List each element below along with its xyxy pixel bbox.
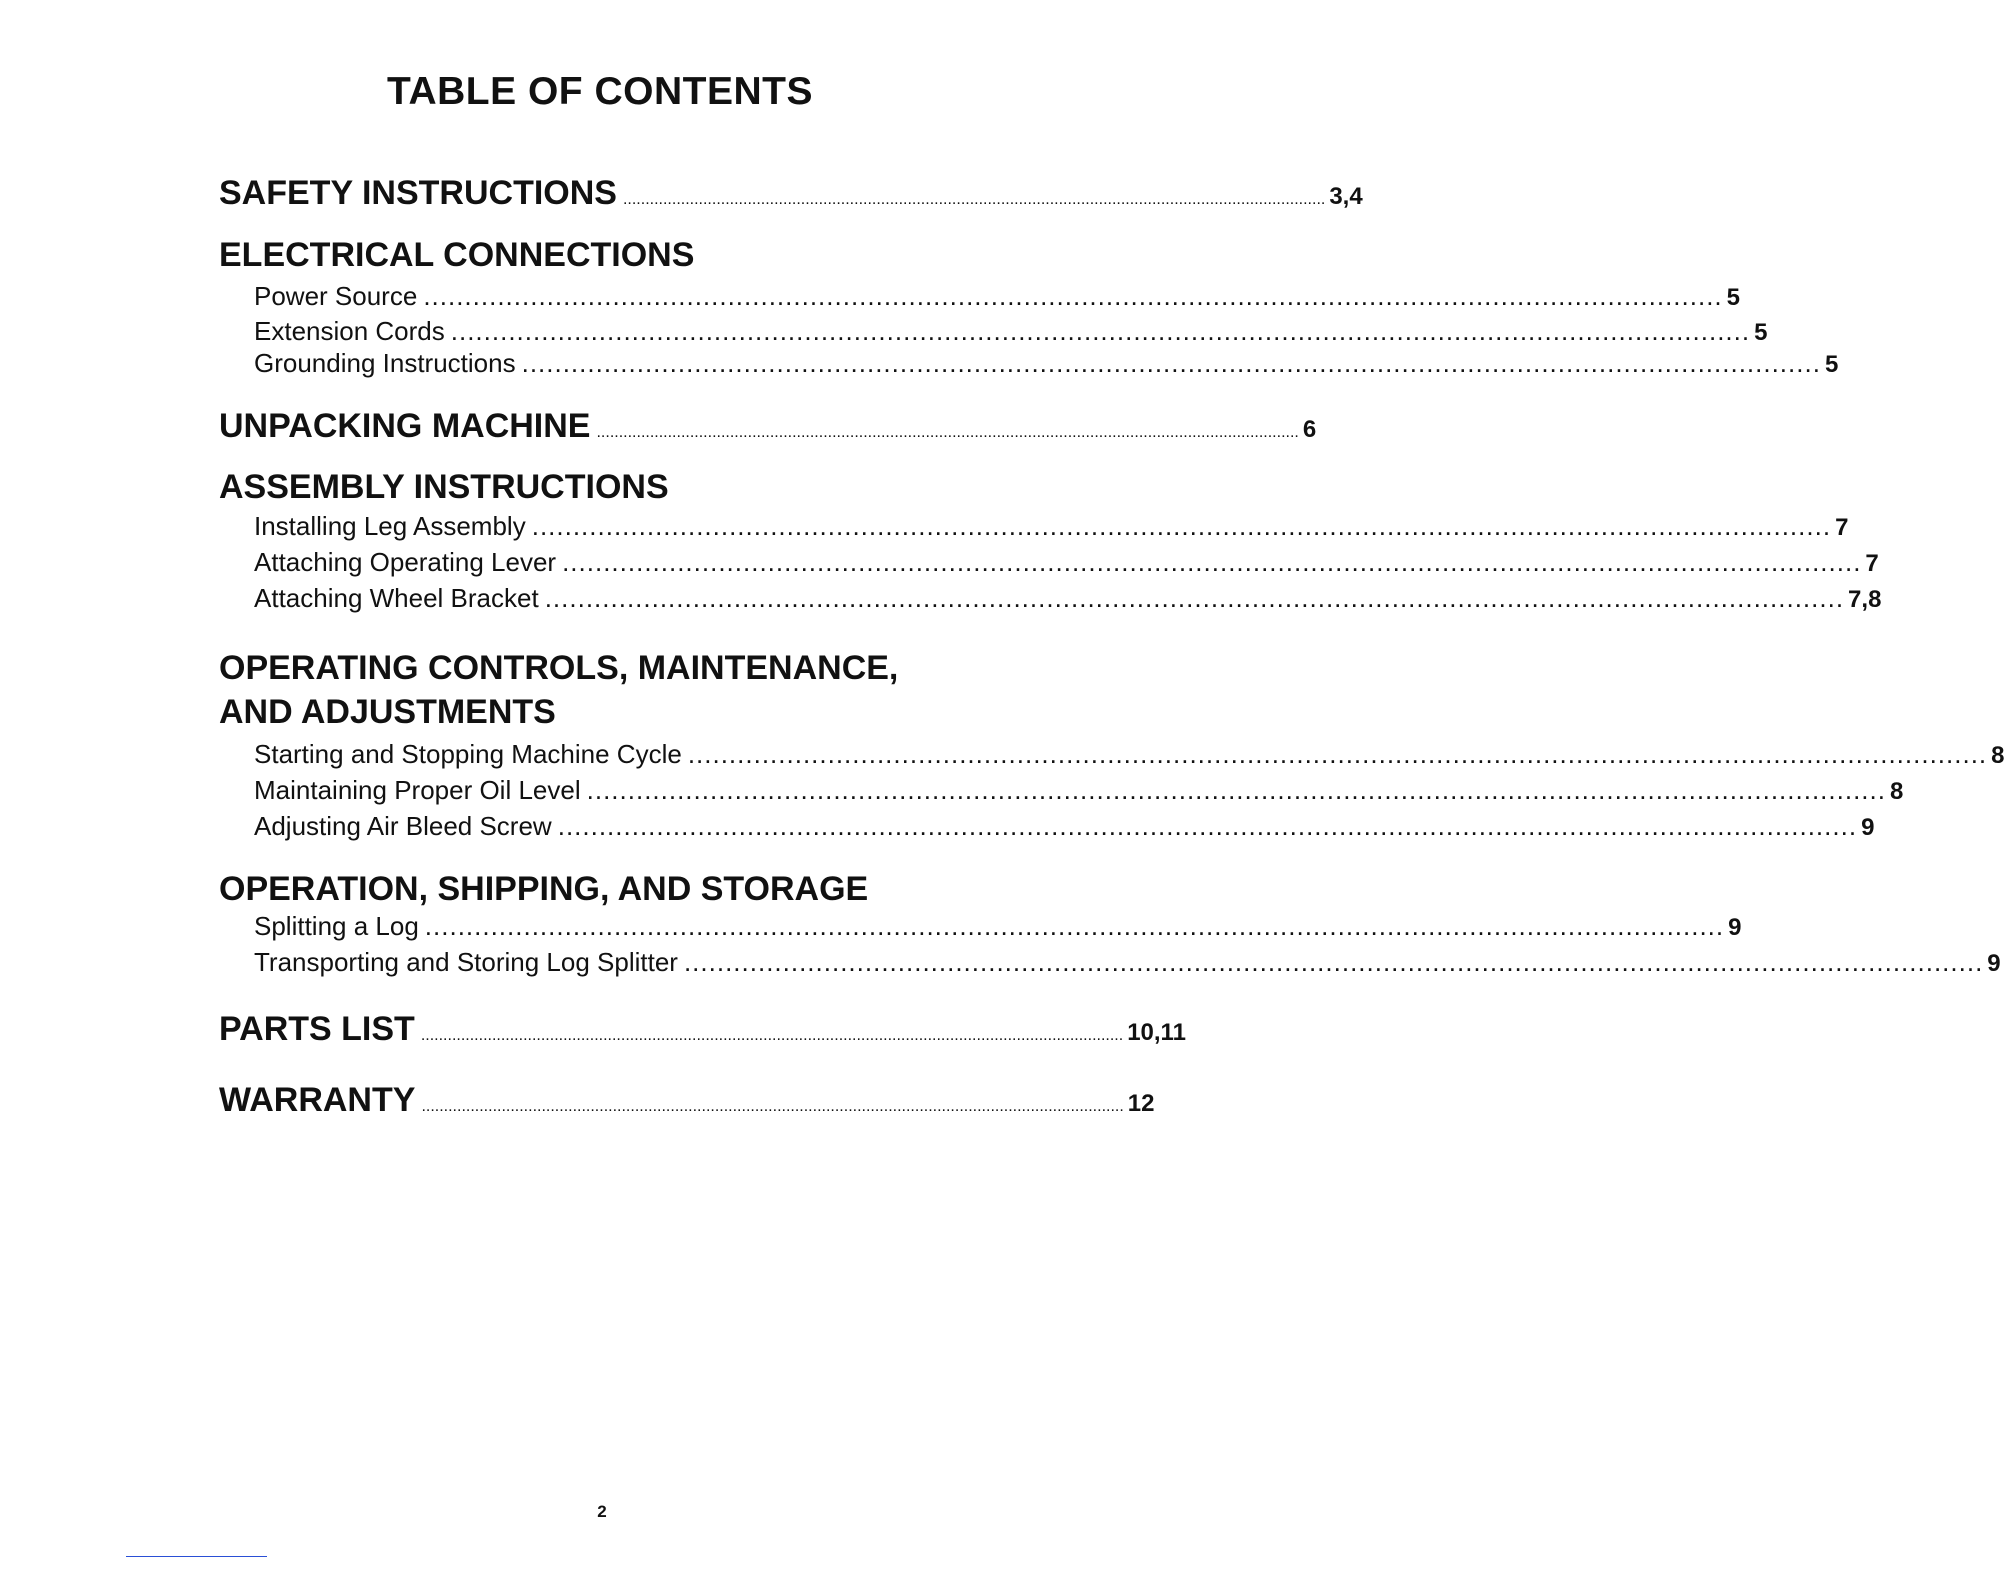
- section-heading-operating-controls-line2[interactable]: AND ADJUSTMENTS: [219, 693, 556, 731]
- section-heading-assembly-instructions[interactable]: ASSEMBLY INSTRUCTIONS: [219, 468, 669, 506]
- toc-entry-starting-stopping-machine-cycle[interactable]: [254, 739, 2005, 770]
- dot-leader: ..............................................................................................................................................................: [687, 739, 1988, 769]
- toc-entry-page: 12: [1127, 1090, 1155, 1117]
- toc-entry-transporting-storing-log-splitter[interactable]: [254, 947, 2001, 978]
- toc-entry-unpacking-machine[interactable]: [219, 407, 1317, 446]
- toc-entry-label: Power Source: [254, 281, 418, 311]
- toc-entry-label: SAFETY INSTRUCTIONS: [219, 174, 617, 212]
- toc-entry-splitting-a-log[interactable]: [254, 911, 1742, 942]
- toc-entry-page: 8: [1889, 778, 1904, 805]
- dot-leader: ..............................................................................................................................................................: [420, 1027, 1124, 1044]
- dot-leader: ..............................................................................................................................................................: [544, 583, 1845, 613]
- toc-entry-page: 7: [1865, 550, 1879, 577]
- dot-leader: ..............................................................................................................................................................: [531, 511, 1832, 541]
- dot-leader: ..............................................................................................................................................................: [557, 811, 1858, 841]
- dot-leader: ..............................................................................................................................................................: [521, 348, 1821, 378]
- toc-entry-label: Starting and Stopping Machine Cycle: [254, 739, 682, 769]
- toc-entry-page: 10,11: [1127, 1019, 1186, 1046]
- toc-entry-attaching-wheel-bracket[interactable]: [254, 583, 1882, 614]
- toc-entry-label: Extension Cords: [254, 316, 445, 346]
- toc-entry-page: 6: [1302, 416, 1317, 443]
- toc-entry-label: WARRANTY: [219, 1081, 416, 1119]
- dot-leader: ..............................................................................................................................................................: [562, 547, 1862, 577]
- dot-leader: ..............................................................................................................................................................: [683, 947, 1984, 977]
- toc-entry-label: Adjusting Air Bleed Screw: [254, 811, 552, 841]
- toc-entry-grounding-instructions[interactable]: [254, 348, 1839, 379]
- toc-entry-attaching-operating-lever[interactable]: [254, 547, 1879, 578]
- toc-entry-parts-list[interactable]: [219, 1010, 1186, 1049]
- dot-leader: ..............................................................................................................................................................: [424, 911, 1725, 941]
- toc-entry-safety-instructions[interactable]: [219, 174, 1363, 213]
- toc-entry-label: Attaching Wheel Bracket: [254, 583, 539, 613]
- toc-entry-label: Splitting a Log: [254, 911, 419, 941]
- dot-leader: ..............................................................................................................................................................: [421, 1098, 1124, 1115]
- toc-entry-page: 9: [1861, 814, 1875, 841]
- page-title: TABLE OF CONTENTS: [387, 70, 813, 113]
- toc-entry-label: Maintaining Proper Oil Level: [254, 775, 581, 805]
- toc-entry-page: 9: [1987, 950, 2001, 977]
- toc-entry-label: PARTS LIST: [219, 1010, 415, 1048]
- toc-entry-page: 5: [1824, 351, 1839, 378]
- toc-entry-label: Grounding Instructions: [254, 348, 516, 378]
- footer-rule: [126, 1556, 267, 1557]
- toc-entry-page: 5: [1754, 319, 1768, 346]
- dot-leader: ..............................................................................................................................................................: [622, 191, 1326, 208]
- dot-leader: ..............................................................................................................................................................: [450, 316, 1751, 346]
- page-number: 2: [597, 1502, 607, 1521]
- toc-entry-page: 5: [1726, 284, 1741, 311]
- toc-entry-power-source[interactable]: [254, 281, 1741, 312]
- toc-entry-label: UNPACKING MACHINE: [219, 407, 591, 445]
- toc-entry-adjusting-air-bleed-screw[interactable]: [254, 811, 1875, 842]
- section-heading-operating-controls-line1[interactable]: OPERATING CONTROLS, MAINTENANCE,: [219, 649, 899, 687]
- dot-leader: ..............................................................................................................................................................: [596, 424, 1299, 441]
- toc-entry-page: 9: [1728, 914, 1742, 941]
- toc-entry-extension-cords[interactable]: [254, 316, 1768, 347]
- dot-leader: ..............................................................................................................................................................: [586, 775, 1886, 805]
- toc-entry-page: 3,4: [1329, 183, 1363, 210]
- toc-entry-installing-leg-assembly[interactable]: [254, 511, 1849, 542]
- toc-entry-page: 7,8: [1848, 586, 1882, 613]
- toc-entry-label: Transporting and Storing Log Splitter: [254, 947, 678, 977]
- toc-entry-label: Installing Leg Assembly: [254, 511, 526, 541]
- section-heading-electrical-connections[interactable]: ELECTRICAL CONNECTIONS: [219, 236, 695, 274]
- toc-entry-page: 8: [1991, 742, 2005, 769]
- toc-entry-maintaining-proper-oil-level[interactable]: [254, 775, 1904, 806]
- section-heading-operation-shipping-storage[interactable]: OPERATION, SHIPPING, AND STORAGE: [219, 870, 869, 908]
- dot-leader: ..............................................................................................................................................................: [423, 281, 1723, 311]
- toc-entry-warranty[interactable]: [219, 1081, 1155, 1120]
- toc-entry-page: 7: [1835, 514, 1849, 541]
- toc-entry-label: Attaching Operating Lever: [254, 547, 557, 577]
